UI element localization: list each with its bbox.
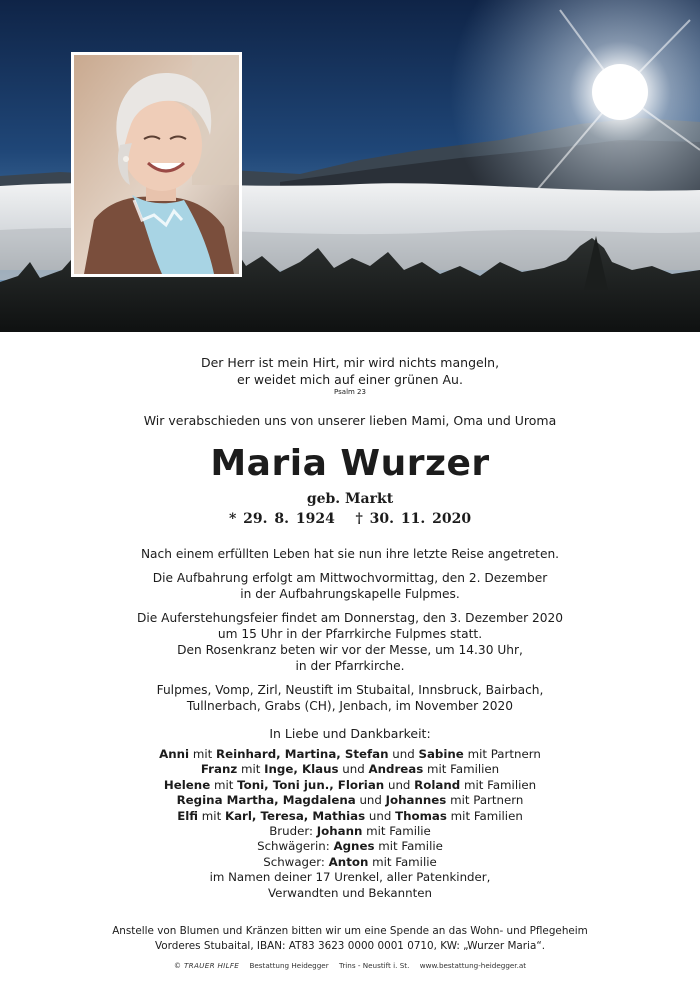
family-connector: mit Familien (460, 777, 537, 792)
deceased-portrait-photo (71, 52, 242, 277)
family-connector: und (365, 808, 396, 823)
family-connector: und (355, 793, 386, 808)
donation-line-1: Anstelle von Blumen und Kränzen bitten wir um eine Spende an das Wohn- und Pflegeheim (112, 925, 588, 938)
family-connector: Schwager: (263, 854, 329, 869)
psalm-line-1: Der Herr ist mein Hirt, mir wird nichts mangeln, (200, 355, 500, 370)
family-name: Roland (414, 777, 461, 792)
funeral-line-4: in der Pfarrkirche. (295, 659, 405, 673)
family-line (0, 839, 700, 854)
family-connector: mit Partnern (463, 747, 541, 761)
family-connector: mit (198, 808, 225, 823)
life-dates: * 29. 8. 1924 † 30. 11. 2020 (228, 511, 472, 527)
family-name: Inge, Klaus (264, 762, 339, 777)
family-connector: mit Familien (423, 762, 500, 777)
family-name: Andreas (368, 762, 424, 777)
places-line-2: Tullnerbach, Grabs (CH), Jenbach, im November 2020 (186, 699, 514, 713)
family-line (0, 778, 700, 793)
family-connector: Schwägerin: (257, 839, 334, 854)
funeral-line-3: Den Rosenkranz beten wir vor der Messe, um 14.30 Uhr, (177, 643, 523, 657)
family-name: Sabine (418, 747, 464, 761)
header-landscape-photo (0, 0, 700, 332)
psalm-reference: Psalm 23 (334, 388, 366, 396)
family-name: Franz (200, 762, 238, 777)
intro-line: Wir verabschieden uns von unserer lieben Mami, Oma und Uroma (143, 413, 557, 428)
paragraph-funeral (0, 610, 700, 674)
family-line (0, 824, 700, 839)
thanks-heading: In Liebe und Dankbarkeit: (269, 726, 431, 741)
family-list (0, 747, 700, 901)
footer-company: Bestattung Heidegger (249, 961, 329, 970)
places-line-1: Fulpmes, Vomp, Zirl, Neustift im Stubaital, Innsbruck, Bairbach, (156, 683, 544, 697)
footer-url[interactable]: www.bestattung-heidegger.at (419, 961, 527, 970)
paragraph-journey: Nach einem erfüllten Leben hat sie nun ihre letzte Reise angetreten. (140, 547, 560, 561)
viewing-line-1: Die Aufbahrung erfolgt am Mittwochvormittag, den 2. Dezember (152, 571, 548, 585)
deceased-name: Maria Wurzer (210, 443, 490, 484)
family-name: Elfi (177, 808, 199, 823)
donation-request (0, 924, 700, 954)
family-connector: und (338, 762, 369, 777)
family-line (0, 762, 700, 777)
psalm-line-2: er weidet mich auf einer grünen Au. (237, 372, 463, 387)
family-connector: mit Partnern (446, 793, 524, 808)
family-name: Helene (163, 777, 211, 792)
family-line: Verwandten und Bekannten (268, 885, 432, 900)
family-connector: mit Familie (368, 854, 437, 869)
family-name: Johann (316, 824, 363, 839)
family-connector: mit Familie (362, 824, 431, 839)
family-connector: Bruder: (269, 824, 317, 839)
family-connector: mit Familien (446, 808, 523, 823)
footer-locations: Trins - Neustift i. St. (338, 961, 410, 970)
family-name: Regina Martha, Magdalena (176, 793, 356, 808)
family-connector: mit (189, 747, 216, 761)
footer-brand: © TRAUER HILFE (173, 961, 240, 970)
family-name: Johannes (385, 793, 447, 808)
family-connector: und (384, 777, 415, 792)
family-line: im Namen deiner 17 Urenkel, aller Patenkinder, (209, 870, 491, 885)
family-line (0, 809, 700, 824)
portrait-illustration (74, 55, 239, 274)
family-name: Anni (159, 747, 190, 761)
family-name: Anton (328, 854, 369, 869)
family-line (0, 855, 700, 870)
family-line (0, 747, 700, 762)
birth-name: geb. Markt (306, 491, 394, 507)
family-name: Agnes (333, 839, 375, 854)
footer (0, 961, 700, 970)
paragraph-places (0, 682, 700, 714)
family-connector: und (388, 747, 419, 761)
family-name: Reinhard, Martina, Stefan (216, 747, 389, 761)
funeral-line-2: um 15 Uhr in der Pfarrkirche Fulpmes statt. (217, 627, 483, 641)
family-line (0, 793, 700, 808)
paragraph-viewing (0, 570, 700, 602)
family-name: Toni, Toni jun., Florian (237, 777, 385, 792)
family-name: Karl, Teresa, Mathias (224, 808, 366, 823)
donation-line-2: Vorderes Stubaital, IBAN: AT83 3623 0000 0001 0710, KW: „Wurzer Maria“. (155, 940, 545, 953)
family-connector: mit Familie (374, 839, 443, 854)
psalm-quote (0, 354, 700, 396)
family-name: Thomas (395, 808, 447, 823)
viewing-line-2: in der Aufbahrungskapelle Fulpmes. (240, 587, 460, 601)
family-connector: mit (237, 762, 265, 777)
obituary-text (0, 332, 700, 954)
funeral-line-1: Die Auferstehungsfeier findet am Donnerstag, den 3. Dezember 2020 (137, 611, 563, 625)
family-connector: mit (210, 777, 238, 792)
